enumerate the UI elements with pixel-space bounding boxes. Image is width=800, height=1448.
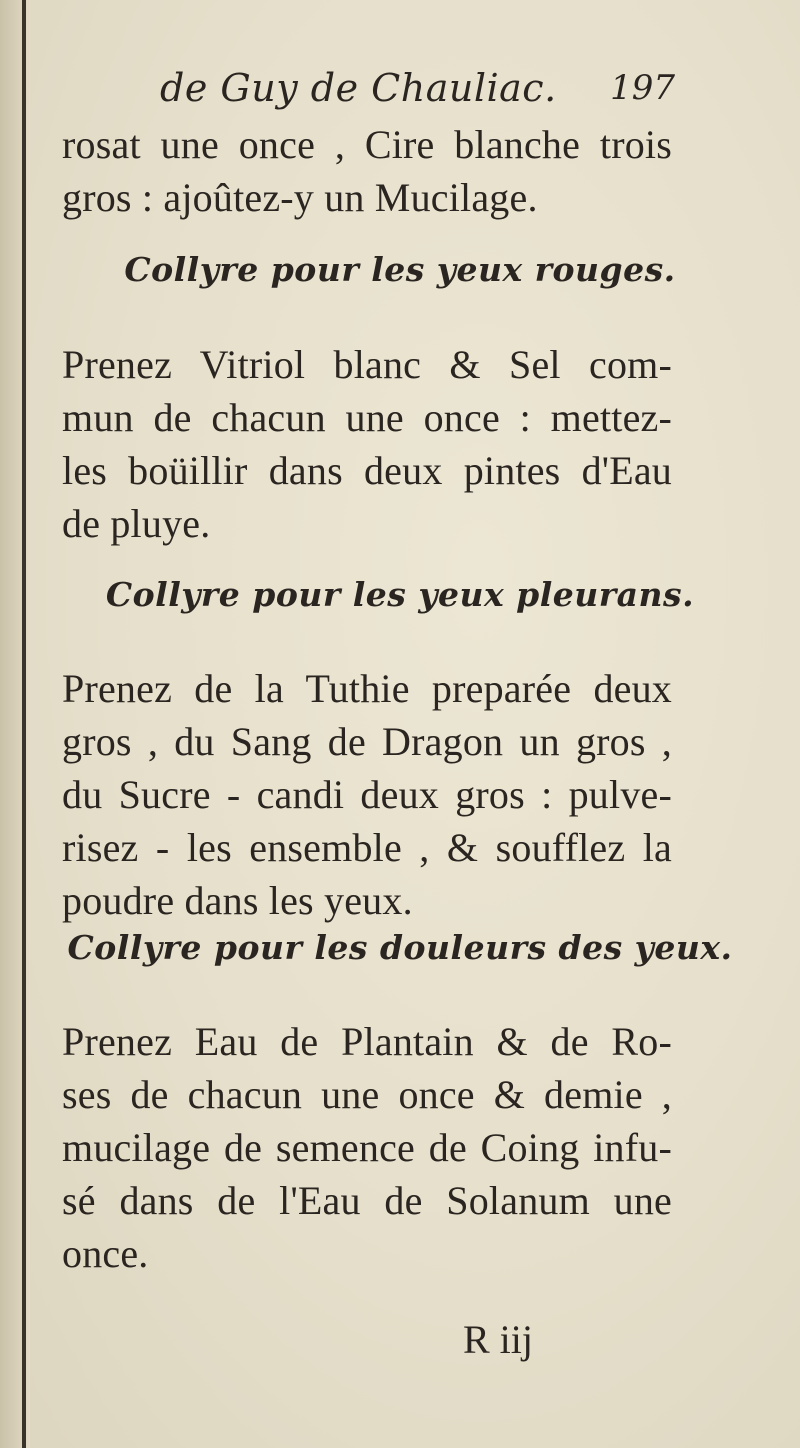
text-line: du Sucre - candi deux gros : pulve- xyxy=(62,772,672,817)
text-line: Prenez Vitriol blanc & Sel com- xyxy=(62,342,672,387)
text-line: gros , du Sang de Dragon un gros , xyxy=(62,719,672,764)
running-head xyxy=(150,66,675,116)
text-line: rosat une once , Cire blanche trois xyxy=(62,122,672,167)
text-line: de pluye. xyxy=(62,501,211,546)
text-line: mun de chacun une once : mettez- xyxy=(62,395,672,440)
intro-paragraph xyxy=(62,118,672,224)
text-line: ses de chacun une once & demie , xyxy=(62,1072,672,1117)
text-line: gros : ajoûtez-y un Mucilage. xyxy=(62,175,538,220)
text-line: Prenez Eau de Plantain & de Ro- xyxy=(62,1019,672,1064)
signature-mark: R iij xyxy=(463,1317,534,1362)
page-number: 197 xyxy=(610,68,675,108)
section-heading-weeping-eyes: Collyre pour les yeux pleurans. xyxy=(105,575,695,614)
text-line: once. xyxy=(62,1231,149,1276)
section-paragraph-weeping-eyes xyxy=(62,662,672,927)
text-line: sé dans de l'Eau de Solanum une xyxy=(62,1178,672,1223)
text-line: les boüillir dans deux pintes d'Eau xyxy=(62,448,672,493)
text-line: mucilage de semence de Coing infu- xyxy=(62,1125,672,1170)
section-heading-eye-pain: Collyre pour les douleurs des yeux. xyxy=(67,928,733,967)
text-line: poudre dans les yeux. xyxy=(62,878,413,923)
text-line: risez - les ensemble , & soufflez la xyxy=(62,825,672,870)
running-head-title: de Guy de Chauliac. xyxy=(160,66,557,110)
section-heading-red-eyes: Collyre pour les yeux rouges. xyxy=(124,250,676,289)
section-paragraph-eye-pain xyxy=(62,1015,672,1280)
text-line: Prenez de la Tuthie preparée deux xyxy=(62,666,672,711)
gutter-edge xyxy=(22,0,26,1448)
section-paragraph-red-eyes xyxy=(62,338,672,550)
